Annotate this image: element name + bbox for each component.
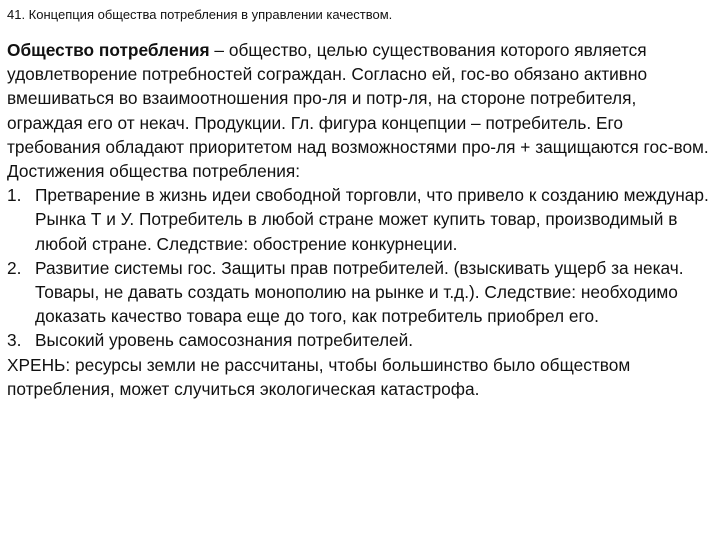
definition-text: – общество, целью существования которого является удовлетворение потребностей сограждан. Согласно ей, гос-во обязано активно вмешиваться во взаимоотношения про-ля и потр-ля, на стороне потребителя, ограждая его от некач. Продукции. Гл. фигура концепции – потребитель. Его требования обладают приоритетом над возможностями про-ля + защищаются гос-вом. <box>7 40 709 157</box>
list-item-text: Высокий уровень самосознания потребителей. <box>35 330 414 351</box>
list-item <box>7 183 713 256</box>
list-item-number: 2. <box>7 257 22 278</box>
slide-title: 41. Концепция общества потребления в управлении качеством. <box>7 7 393 22</box>
list-item <box>7 328 713 352</box>
definition-paragraph <box>7 38 713 159</box>
slide-body <box>7 38 713 401</box>
list-item-number: 3. <box>7 330 22 351</box>
list-item-number: 1. <box>7 185 22 206</box>
list-item <box>7 256 713 329</box>
list-item-text: Развитие системы гос. Защиты прав потребителей. (взыскивать ущерб за некач. Товары, не давать создать монополию на рынке и т.д.). Следствие: необходимо доказать качество товара еще до того, как потребитель приобрел его. <box>35 257 684 327</box>
conclusion-paragraph: ХРЕНЬ: ресурсы земли не рассчитаны, чтобы большинство было обществом потребления, может случиться экологическая катастрофа. <box>7 354 631 399</box>
achievements-heading: Достижения общества потребления: <box>7 161 301 182</box>
achievements-list <box>7 183 713 352</box>
list-item-text: Претварение в жизнь идеи свободной торговли, что привело к созданию междунар. Рынка Т и У. Потребитель в любой стране может купить товар, производимый в любой стране. Следствие: обострение конкурнеции. <box>35 185 709 254</box>
definition-term: Общество потребления <box>7 40 210 60</box>
